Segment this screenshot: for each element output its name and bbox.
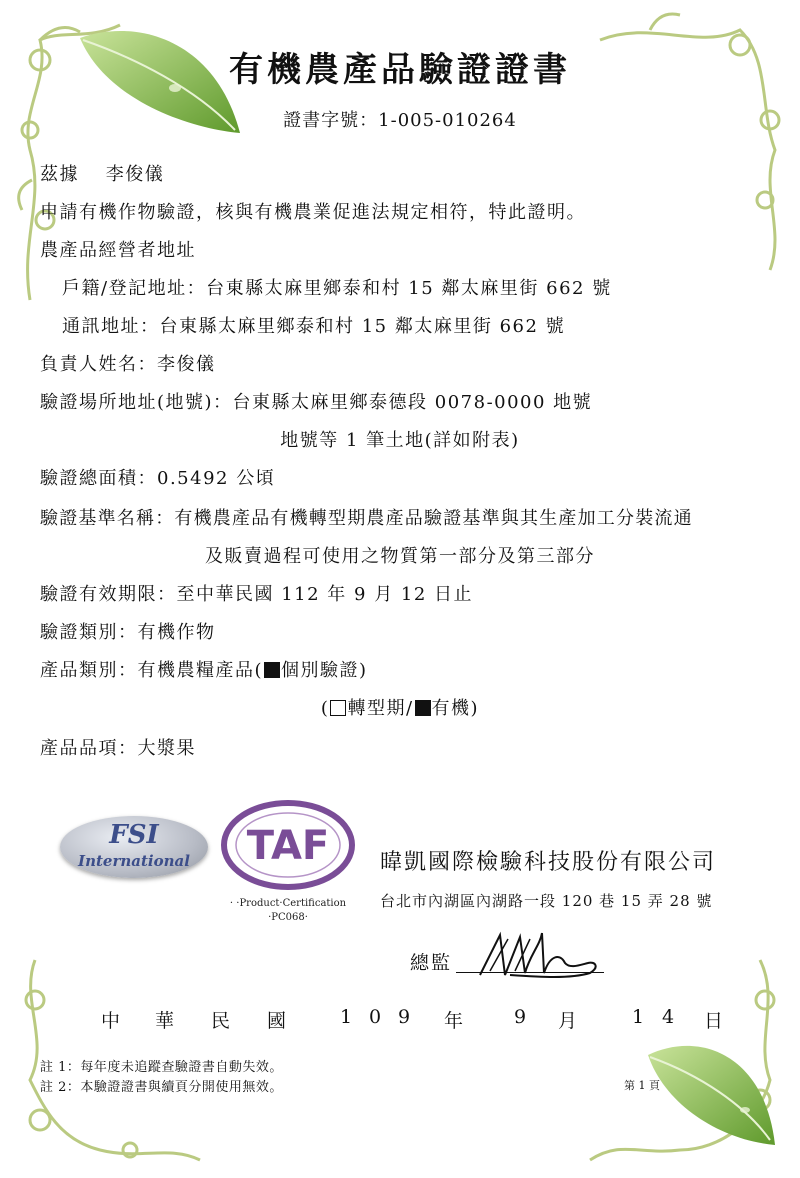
site-address-continued: 地號等 1 筆土地(詳如附表) (280, 430, 520, 451)
address-heading: 農產品經營者地址 (40, 240, 196, 261)
product-type-suffix: 個別驗證) (281, 660, 368, 681)
date-digit: 1 (632, 1006, 645, 1028)
fsi-logo-subtext: International (78, 852, 190, 870)
date-char: 年 (444, 1010, 464, 1032)
standard-name: 驗證基準名稱：有機農產品有機轉型期農產品驗證基準與其生產加工分裝流通 (40, 508, 693, 529)
certification-category: 驗證類別：有機作物 (40, 622, 216, 643)
date-char: 月 (558, 1010, 578, 1032)
date-digit: 9 (398, 1006, 411, 1028)
date-char: 日 (704, 1010, 724, 1032)
date-digit: 4 (662, 1006, 675, 1028)
statement-text: 申請有機作物驗證，核與有機農業促進法規定相符，特此證明。 (40, 202, 586, 223)
taf-logo-text: TAF (246, 823, 330, 869)
fsi-logo-text: FSI (109, 820, 159, 850)
responsible-person: 負責人姓名：李俊儀 (40, 354, 216, 375)
date-digit: 1 (340, 1006, 353, 1028)
mailing-address: 通訊地址：台東縣太麻里鄉泰和村 15 鄰太麻里街 662 號 (62, 316, 566, 337)
page-number: 第 1 頁 (624, 1079, 660, 1092)
transition-open: ( (320, 698, 330, 719)
product-item: 產品品項：大漿果 (40, 738, 196, 759)
transition-status (0, 694, 800, 720)
household-address: 戶籍/登記地址：台東縣太麻里鄉泰和村 15 鄰太麻里街 662 號 (62, 278, 612, 299)
product-type-prefix: 產品類別：有機農糧產品( (40, 660, 264, 681)
taf-caption (218, 897, 358, 925)
footnote-1: 註 1：每年度未追蹤查驗證書自動失效。 (40, 1060, 283, 1075)
applicant-line: 茲據 李俊儀 (40, 164, 165, 185)
validity-period: 驗證有效期限：至中華民國 112 年 9 月 12 日止 (40, 584, 474, 605)
date-char: 華 (155, 1010, 175, 1032)
date-digit: 9 (514, 1006, 527, 1028)
date-char: 中 (101, 1010, 121, 1032)
taf-logo (218, 797, 358, 897)
date-char: 國 (267, 1010, 287, 1032)
certificate-title: 有機農產品驗證證書 (229, 50, 571, 90)
director-label: 總監 (410, 952, 453, 974)
transition-label: 轉型期/ (347, 698, 414, 719)
date-char: 民 (211, 1010, 231, 1032)
checked-box-icon (415, 700, 431, 716)
fsi-logo (60, 816, 208, 878)
checked-box-icon (264, 662, 280, 678)
standard-name-continued: 及販賣過程可使用之物質第一部分及第三部分 (205, 546, 595, 567)
unchecked-box-icon (330, 700, 346, 716)
leaf-icon (640, 1035, 780, 1155)
taf-caption-line-1: · ·Product·Certification (229, 898, 347, 909)
signature-icon (470, 925, 610, 985)
product-type (40, 656, 368, 682)
company-address: 台北市內湖區內湖路一段 120 巷 15 弄 28 號 (380, 892, 713, 910)
certificate-number: 證書字號：1-005-010264 (283, 110, 517, 131)
taf-caption-line-2: ·PC068· (268, 912, 308, 923)
date-digit: 0 (369, 1006, 382, 1028)
footnote-2: 註 2：本驗證證書與續頁分開使用無效。 (40, 1080, 283, 1095)
company-name: 暐凱國際檢驗科技股份有限公司 (380, 850, 717, 875)
site-address: 驗證場所地址(地號)：台東縣太麻里鄉泰德段 0078-0000 地號 (40, 392, 593, 413)
organic-label: 有機) (431, 698, 480, 719)
total-area: 驗證總面積：0.5492 公頃 (40, 468, 276, 489)
